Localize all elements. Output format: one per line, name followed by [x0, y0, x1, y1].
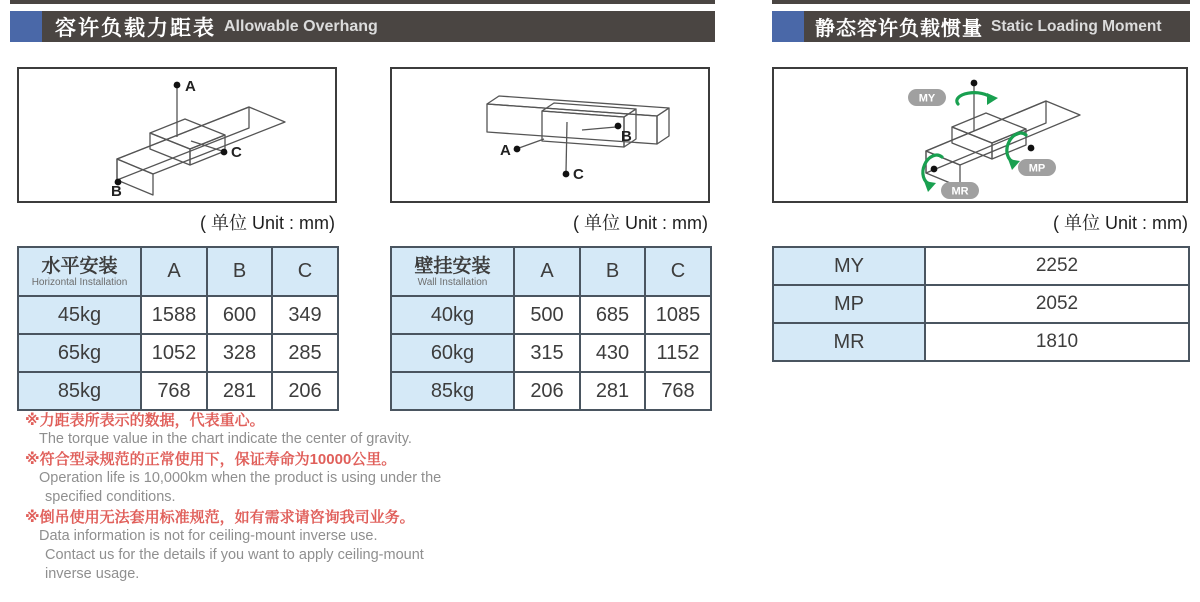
- section-title-zh: 容许负载力距表: [55, 16, 216, 40]
- moment-label-cell: MP: [773, 285, 925, 323]
- install-type-header: [18, 247, 141, 296]
- note-en: The torque value in the chart indicate the center of gravity.: [39, 431, 412, 447]
- install-type-header: [391, 247, 514, 296]
- accent-square: [772, 11, 804, 42]
- col-header-b: B: [580, 247, 645, 296]
- value-cell: 328: [207, 334, 272, 372]
- note-en: specified conditions.: [45, 489, 176, 505]
- note-zh: ※力距表所表示的数据，代表重心。: [25, 412, 265, 429]
- value-cell: 281: [580, 372, 645, 410]
- my-label: MY: [918, 92, 936, 105]
- section-title-en: Static Loading Moment: [991, 17, 1162, 35]
- my-axis-dot: [971, 80, 978, 87]
- section-header-static-loading-moment: [772, 11, 1190, 42]
- point-label-a: A: [185, 78, 196, 95]
- horizontal-install-diagram: [17, 67, 337, 203]
- value-cell: 600: [207, 296, 272, 334]
- value-cell: 206: [514, 372, 580, 410]
- install-type-en: Wall Installation: [417, 276, 488, 288]
- table-header-row: [18, 247, 338, 296]
- mp-axis-dot: [1028, 145, 1035, 152]
- install-type-en: Horizontal Installation: [31, 276, 128, 288]
- col-header-b: B: [207, 247, 272, 296]
- value-cell: 768: [141, 372, 207, 410]
- point-c-dot: [221, 149, 228, 156]
- table-row: [391, 372, 711, 410]
- install-type-zh: 水平安装: [41, 255, 118, 277]
- unit-label: ( 单位 Unit : mm): [200, 213, 335, 233]
- load-cell: 85kg: [391, 372, 514, 410]
- value-cell: 285: [272, 334, 338, 372]
- point-a-dot: [174, 82, 181, 89]
- point-label-c: C: [231, 144, 242, 161]
- point-label-a: A: [500, 142, 511, 159]
- mp-label: MP: [1028, 162, 1046, 175]
- footnotes: [25, 410, 495, 584]
- value-cell: 206: [272, 372, 338, 410]
- section-title-en: Allowable Overhang: [224, 17, 378, 35]
- moment-label-cell: MR: [773, 323, 925, 361]
- table-row: [18, 372, 338, 410]
- point-a-dot: [514, 146, 521, 153]
- wall-install-table: [390, 246, 712, 411]
- note-en: Operation life is 10,000km when the product is using under the: [39, 470, 442, 486]
- note-zh: ※倒吊使用无法套用标准规范，如有需求请咨询我司业务。: [25, 509, 415, 526]
- note-zh: ※符合型录规范的正常使用下，保证寿命为10000公里。: [25, 451, 397, 468]
- note-en: inverse usage.: [45, 566, 140, 582]
- horizontal-install-table: [17, 246, 339, 411]
- section-header-allowable-overhang: [10, 11, 715, 42]
- value-cell: 685: [580, 296, 645, 334]
- load-cell: 60kg: [391, 334, 514, 372]
- point-label-b: B: [621, 128, 632, 145]
- value-cell: 1152: [645, 334, 711, 372]
- value-cell: 1052: [141, 334, 207, 372]
- value-cell: 315: [514, 334, 580, 372]
- value-cell: 768: [645, 372, 711, 410]
- table-header-row: [391, 247, 711, 296]
- point-label-c: C: [573, 166, 584, 183]
- moment-value-cell: 2252: [925, 247, 1189, 285]
- value-cell: 349: [272, 296, 338, 334]
- install-type-zh: 壁挂安装: [414, 255, 491, 277]
- point-label-b: B: [111, 183, 122, 200]
- load-cell: 85kg: [18, 372, 141, 410]
- table-row: [391, 334, 711, 372]
- wall-install-diagram: [390, 67, 710, 203]
- value-cell: 500: [514, 296, 580, 334]
- table-row: [18, 334, 338, 372]
- load-cell: 45kg: [18, 296, 141, 334]
- col-header-c: C: [272, 247, 338, 296]
- note-en: Data information is not for ceiling-mount inverse use.: [39, 528, 378, 544]
- value-cell: 281: [207, 372, 272, 410]
- value-cell: 430: [580, 334, 645, 372]
- section-title-zh: 静态容许负载惯量: [815, 18, 983, 40]
- table-row: [773, 323, 1189, 361]
- table-row: [773, 285, 1189, 323]
- value-cell: 1085: [645, 296, 711, 334]
- moment-label-cell: MY: [773, 247, 925, 285]
- unit-label: ( 单位 Unit : mm): [1053, 213, 1188, 233]
- mr-axis-dot: [931, 166, 938, 173]
- load-cell: 40kg: [391, 296, 514, 334]
- static-moment-diagram: [772, 67, 1188, 203]
- top-rule-right: [772, 0, 1190, 4]
- table-row: [773, 247, 1189, 285]
- point-c-dot: [563, 171, 570, 178]
- mr-label: MR: [951, 185, 969, 198]
- table-row: [391, 296, 711, 334]
- accent-square: [10, 11, 42, 42]
- load-cell: 65kg: [18, 334, 141, 372]
- col-header-a: A: [141, 247, 207, 296]
- moment-value-cell: 1810: [925, 323, 1189, 361]
- unit-label: ( 单位 Unit : mm): [573, 213, 708, 233]
- value-cell: 1588: [141, 296, 207, 334]
- col-header-a: A: [514, 247, 580, 296]
- moment-value-cell: 2052: [925, 285, 1189, 323]
- table-row: [18, 296, 338, 334]
- note-en: Contact us for the details if you want to apply ceiling-mount: [45, 547, 424, 563]
- col-header-c: C: [645, 247, 711, 296]
- static-moment-table: [772, 246, 1190, 362]
- top-rule-left: [10, 0, 715, 4]
